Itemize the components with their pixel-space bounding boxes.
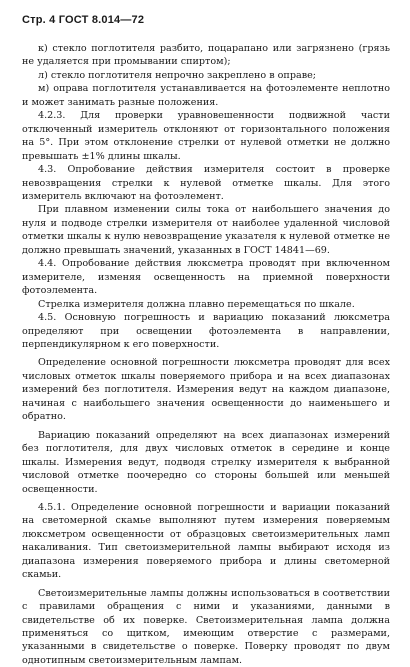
paragraph-4-2-3: 4.2.3. Для проверки уравновешенности подвижной части отключенный измеритель отклоняют от горизонтального положения на 5°. При этом отклонение стрелки от нулевой отметки не должно превышать ±1% длины шкалы. xyxy=(22,110,390,162)
paragraph-item-m: м) оправа поглотителя устанавливается на фотоэлементе неплотно и может занимать разные положения. xyxy=(22,83,390,108)
page-header: Стр. 4 ГОСТ 8.014—72 xyxy=(22,14,145,26)
paragraph-4-3: 4.3. Опробование действия измерителя состоит в проверке невозвращения стрелки к нулевой отметке шкалы. Для этого измеритель включают на фотоэлемент. xyxy=(22,164,390,202)
paragraph-4-4: 4.4. Опробование действия люксметра проводят при включенном измерителе, изменяя освещенность на приемной поверхности фотоэлемента. xyxy=(22,258,390,297)
paragraph-4-5-variation: Вариацию показаний определяют на всех диапазонах измерений без поглотителя, для двух числовых отметок в середине и конце шкалы. Измерения ведут, подводя стрелку измерителя к выбранной числовой отметке поочередно со стороны большей или меньшей освещенности. xyxy=(22,429,390,495)
paragraph-4-3-detail: При плавном изменении силы тока от наибольшего значения до нуля и подводе стрелки измерителя от наиболее удаленной числовой отметки шкалы к нулю невозвращение указателя к нулевой отметке не должно превышать значений, указанных в ГОСТ 14841—69. xyxy=(22,204,390,256)
document-body xyxy=(22,42,390,667)
paragraph-4-5: 4.5. Основную погрешность и вариацию показаний люксметра определяют при освещении фотоэлемента в направлении, перпендикулярном к его поверхности. xyxy=(22,312,390,350)
paragraph-item-k: к) стекло поглотителя разбито, поцарапано или загрязнено (грязь не удаляется при промывании спиртом); xyxy=(22,43,390,68)
paragraph-4-4-detail: Стрелка измерителя должна плавно перемещаться по шкале. xyxy=(38,298,355,310)
paragraph-item-l: л) стекло поглотителя непрочно закреплено в оправе; xyxy=(38,69,317,81)
paragraph-4-5-basic-error: Определение основной погрешности люксметра проводят для всех числовых отметок шкалы поверяемого прибора и на всех диапазонах измерений без поглотителя. Измерения ведут на каждом диапазоне, начиная с наибольшего значения освещенности до наименьшего и обратно. xyxy=(22,357,390,423)
paragraph-lamps: Светоизмерительные лампы должны использоваться в соответствии с правилами обращения с ними и указаниями, данными в свидетельстве об их поверке. Светоизмерительная лампа должна применяться со щитком, имеющим отверстие с размерами, указанными в свидетельстве о поверке. Поверку проводят по двум однотипным светоизмерительным лампам. xyxy=(22,587,390,666)
paragraph-4-5-1: 4.5.1. Определение основной погрешности и вариации показаний на светомерной скамье выполняют путем измерения поверяемым люксметром освещенности от образцовых светоизмерительных ламп накаливания. Тип светоизмерительной лампы выбирают исходя из диапазона измерения поверяемого прибора и длины светомерной скамьи. xyxy=(22,501,390,581)
